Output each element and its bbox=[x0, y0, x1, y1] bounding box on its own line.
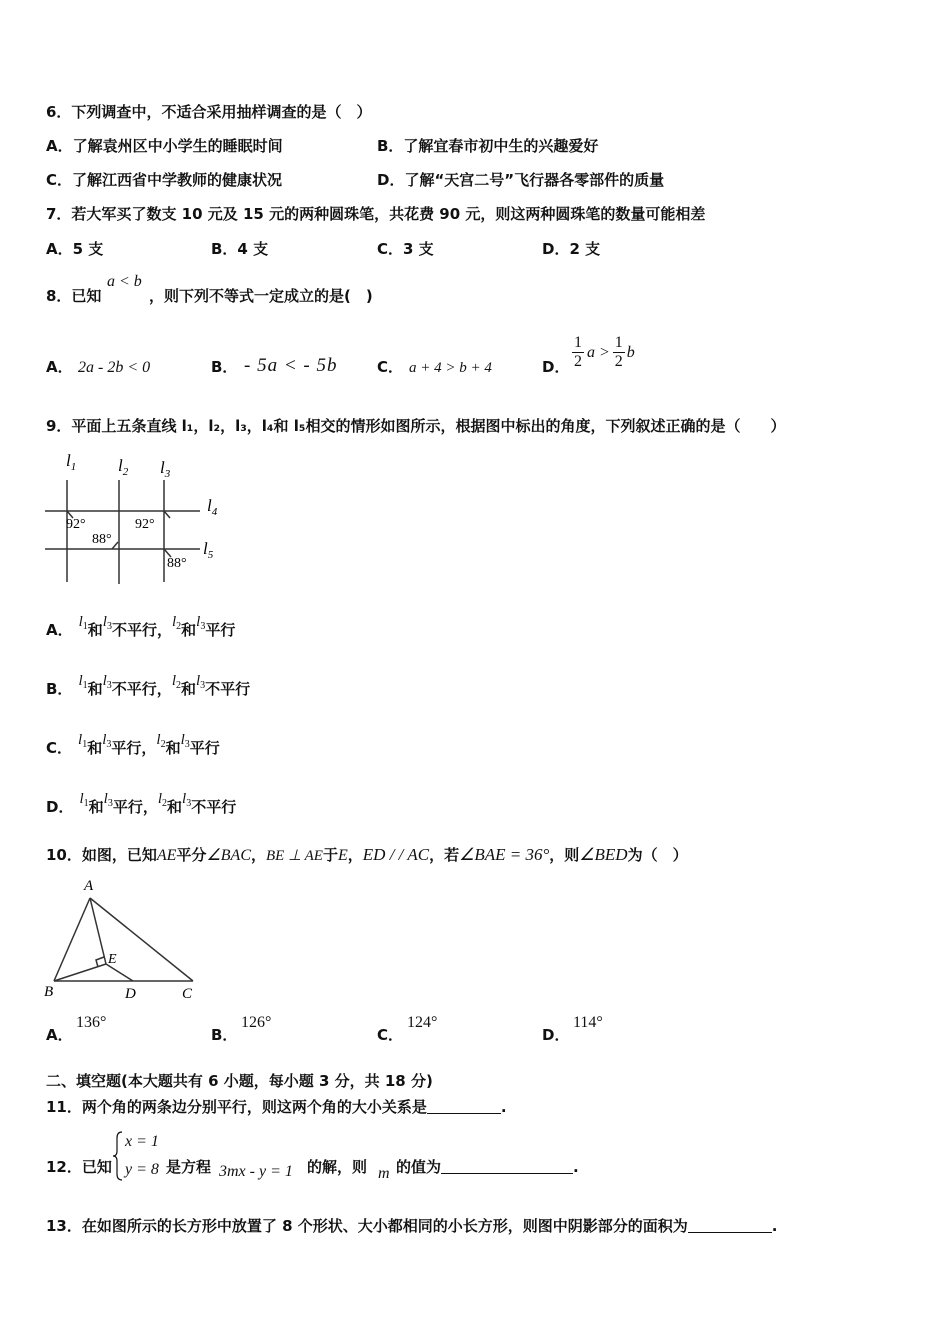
q8-stem-post: ，则下列不等式一定成立的是( ) bbox=[149, 287, 373, 305]
q8-stem-math: a < b bbox=[107, 273, 142, 290]
q8-option-a-math: 2a - 2b < 0 bbox=[78, 359, 151, 376]
q13-answer-blank bbox=[688, 1218, 772, 1233]
angle-label-92-right: 92° bbox=[135, 517, 155, 532]
q7-option-b: B．4 支 bbox=[211, 240, 269, 258]
q11: 11．两个角的两条边分别平行，则这两个角的大小关系是 . bbox=[46, 1098, 507, 1116]
section-2-heading: 二、填空题(本大题共有 6 小题，每小题 3 分，共 18 分) bbox=[46, 1072, 433, 1090]
q10-option-a-value: 136° bbox=[76, 1014, 107, 1031]
q12-post: 的值为 . bbox=[396, 1158, 579, 1176]
point-d-label: D bbox=[125, 986, 136, 1002]
q8-option-b-math: - 5a < - 5b bbox=[244, 355, 338, 376]
label-l3: $l_3$ bbox=[160, 458, 171, 480]
q12-system-brace bbox=[112, 1130, 124, 1182]
q7-option-d: D．2 支 bbox=[542, 240, 601, 258]
label-l2: $l_2$ bbox=[118, 456, 129, 478]
q9-option-b: B． $l^1$和$l^3$不平行，$l^2$和$l^3$不平行 bbox=[46, 673, 251, 698]
q8-option-c-math: a + 4 > b + 4 bbox=[409, 360, 492, 376]
q12-mid: 是方程 bbox=[166, 1158, 212, 1176]
q8-stem-pre: 8．已知 bbox=[46, 287, 102, 305]
q8-option-d-label: D． bbox=[542, 358, 570, 376]
q10-option-b-value: 126° bbox=[241, 1014, 272, 1031]
q6-option-d: D．了解“天宫二号”飞行器各零部件的质量 bbox=[377, 171, 665, 189]
q12-equation: 3mx - y = 1 bbox=[219, 1163, 293, 1180]
point-a-label: A bbox=[84, 878, 94, 894]
q10-option-c-label: C． bbox=[377, 1026, 404, 1044]
angle-label-92-left: 92° bbox=[66, 517, 86, 532]
q10-figure bbox=[40, 874, 210, 1004]
q8-option-b-label: B． bbox=[211, 358, 238, 376]
q9-option-c: C． $l^1$和$l^3$平行，$l^2$和$l^3$平行 bbox=[46, 732, 220, 757]
q8-option-c-label: C． bbox=[377, 358, 404, 376]
q6-option-b: B．了解宜春市初中生的兴趣爱好 bbox=[377, 137, 599, 155]
point-c-label: C bbox=[182, 986, 193, 1002]
q12-mid2: 的解，则 bbox=[307, 1158, 368, 1176]
q11-answer-blank bbox=[427, 1099, 501, 1114]
q8-option-a-label: A． bbox=[46, 358, 73, 376]
q13: 13．在如图所示的长方形中放置了 8 个形状、大小都相同的小长方形，则图中阴影部分的面积为 . bbox=[46, 1217, 778, 1235]
q6-option-a: A．了解袁州区中小学生的睡眠时间 bbox=[46, 137, 283, 155]
segment-ae bbox=[90, 898, 106, 964]
q6-stem: 6．下列调查中，不适合采用抽样调查的是（ ） bbox=[46, 103, 372, 121]
q10-option-c-value: 124° bbox=[407, 1014, 438, 1031]
point-b-label: B bbox=[44, 984, 54, 1000]
q10-option-d-label: D． bbox=[542, 1026, 570, 1044]
q12-system-line-2: y = 8 bbox=[125, 1161, 159, 1178]
q12-pre: 12．已知 bbox=[46, 1158, 112, 1176]
segment-ac bbox=[90, 898, 193, 981]
q6-option-c: C．了解江西省中学教师的健康状况 bbox=[46, 171, 283, 189]
q10-stem: 10．如图，已知AE平分∠BAC，BE ⊥ AE于E，ED / / AC，若∠BAE = 36°，则∠BED为（ ） bbox=[46, 845, 688, 864]
q7-option-a: A．5 支 bbox=[46, 240, 104, 258]
q9-stem: 9．平面上五条直线 l₁，l₂，l₃，l₄和 l₅相交的情形如图所示，根据图中标出的角度，下列叙述正确的是（ ） bbox=[46, 417, 786, 435]
q9-figure bbox=[40, 450, 235, 590]
q8-option-d-math: $\frac{1}{2}$ a > $\frac{1}{2}$ b bbox=[574, 334, 635, 370]
q10-option-b-label: B． bbox=[211, 1026, 238, 1044]
point-e-label: E bbox=[108, 952, 117, 967]
q12-m: m bbox=[378, 1165, 390, 1182]
q12-answer-blank bbox=[441, 1159, 573, 1174]
label-l4: $l_4$ bbox=[207, 496, 218, 518]
q7-stem: 7．若大军买了数支 10 元及 15 元的两种圆珠笔，共花费 90 元，则这两种圆珠笔的数量可能相差 bbox=[46, 205, 706, 223]
q10-option-d-value: 114° bbox=[573, 1014, 603, 1031]
angle-label-88-right: 88° bbox=[167, 556, 187, 571]
label-l1: $l_1$ bbox=[66, 451, 77, 473]
q12-system-line-1: x = 1 bbox=[125, 1133, 159, 1150]
angle-label-88-left: 88° bbox=[92, 532, 112, 547]
q7-option-c: C．3 支 bbox=[377, 240, 434, 258]
q9-option-d: D． $l^1$和$l^3$平行，$l^2$和$l^3$不平行 bbox=[46, 791, 237, 816]
q9-option-a: A． $l^1$和$l^3$不平行，$l^2$和$l^3$平行 bbox=[46, 614, 236, 639]
label-l5: $l_5$ bbox=[203, 539, 214, 561]
segment-ab bbox=[54, 898, 90, 981]
q10-option-a-label: A． bbox=[46, 1026, 73, 1044]
